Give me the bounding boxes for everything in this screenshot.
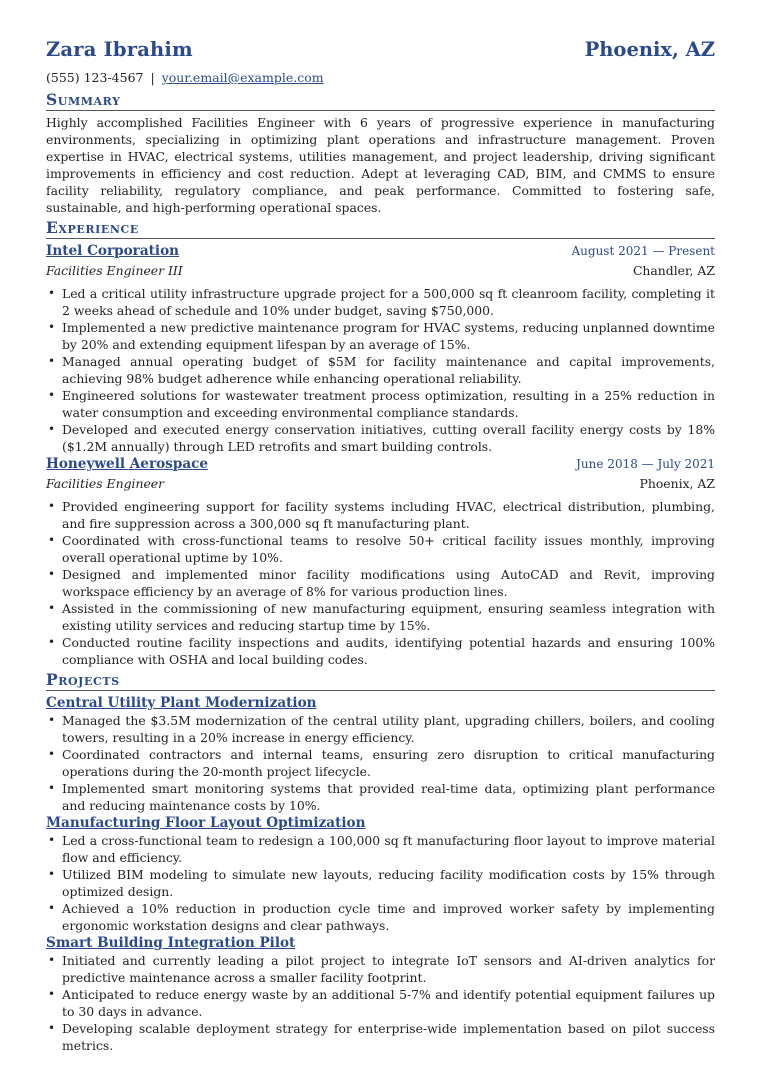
company-name[interactable]: Honeywell Aerospace bbox=[46, 456, 209, 472]
bullet-icon: • bbox=[48, 953, 56, 967]
bullet-icon: • bbox=[48, 747, 56, 761]
candidate-name: Zara Ibrahim bbox=[46, 38, 193, 61]
project-entry bbox=[46, 814, 715, 934]
bullet-item: • Managed the $3.5M modernization of the central utility plant, upgrading chillers, boilers, and cooling towers, resulting in a 20% increase in energy efficiency. bbox=[48, 713, 715, 745]
contact-separator: | bbox=[150, 70, 155, 85]
experience-heading: Experience bbox=[46, 218, 715, 239]
bullet-item: • Initiated and currently leading a pilot project to integrate IoT sensors and AI-driven analytics for predictive maintenance across a smaller facility footprint. bbox=[48, 953, 715, 985]
project-bullets bbox=[46, 952, 715, 1054]
resume-page bbox=[46, 38, 715, 1054]
bullet-item: • Utilized BIM modeling to simulate new layouts, reducing facility modification costs by 15% through optimized design. bbox=[48, 867, 715, 899]
bullet-icon: • bbox=[48, 533, 56, 547]
candidate-location: Phoenix, AZ bbox=[584, 38, 715, 61]
bullet-icon: • bbox=[48, 987, 56, 1001]
project-title[interactable]: Manufacturing Floor Layout Optimization bbox=[46, 815, 366, 831]
bullet-icon: • bbox=[48, 713, 56, 727]
job-location: Chandler, AZ bbox=[632, 263, 715, 278]
job-bullets bbox=[46, 498, 715, 668]
bullet-icon: • bbox=[48, 286, 56, 300]
bullet-item: • Coordinated with cross-functional teams to resolve 50+ critical facility issues monthly, improving overall operational uptime by 10%. bbox=[48, 533, 715, 565]
project-bullets bbox=[46, 832, 715, 934]
bullet-item: • Developed and executed energy conservation initiatives, cutting overall facility energy costs by 18% ($1.2M annually) through LED retrofits and smart building controls. bbox=[48, 422, 715, 454]
job-dates: August 2021 — Present bbox=[571, 244, 715, 258]
bullet-item: • Anticipated to reduce energy waste by an additional 5-7% and identify potential equipment failures up to 30 days in advance. bbox=[48, 987, 715, 1019]
project-bullets bbox=[46, 712, 715, 814]
project-entry bbox=[46, 934, 715, 1054]
summary-text: Highly accomplished Facilities Engineer with 6 years of progressive experience in manufacturing environments, specializing in optimizing plant operations and infrastructure management. Proven expertise in HVAC, electrical systems, utilities management, and project leadership, driving significant improvements in efficiency and cost reduction. Adept at leveraging CAD, BIM, and CMMS to ensure facility reliability, regulatory compliance, and peak performance. Committed to fostering safe, sustainable, and high-performing operational spaces. bbox=[46, 115, 715, 215]
job-role: Facilities Engineer bbox=[46, 476, 165, 491]
bullet-item: • Engineered solutions for wastewater treatment process optimization, resulting in a 25% reduction in water consumption and exceeding environmental compliance standards. bbox=[48, 388, 715, 420]
projects-heading: Projects bbox=[46, 670, 715, 691]
bullet-icon: • bbox=[48, 422, 56, 436]
bullet-icon: • bbox=[48, 635, 56, 649]
project-title[interactable]: Central Utility Plant Modernization bbox=[46, 695, 317, 711]
bullet-item: • Implemented a new predictive maintenance program for HVAC systems, reducing unplanned downtime by 20% and extending equipment lifespan by an average of 15%. bbox=[48, 320, 715, 352]
bullet-icon: • bbox=[48, 1021, 56, 1035]
bullet-item: • Achieved a 10% reduction in production cycle time and improved worker safety by implementing ergonomic workstation designs and clear pathways. bbox=[48, 901, 715, 933]
header bbox=[46, 38, 715, 68]
project-entry bbox=[46, 694, 715, 814]
bullet-icon: • bbox=[48, 867, 56, 881]
bullet-item: • Provided engineering support for facility systems including HVAC, electrical distribution, plumbing, and fire suppression across a 300,000 sq ft manufacturing plant. bbox=[48, 499, 715, 531]
bullet-icon: • bbox=[48, 601, 56, 615]
bullet-icon: • bbox=[48, 567, 56, 581]
bullet-item: • Managed annual operating budget of $5M for facility maintenance and capital improvements, achieving 98% budget adherence while enhancing operational reliability. bbox=[48, 354, 715, 386]
bullet-item: • Led a cross-functional team to redesign a 100,000 sq ft manufacturing floor layout to improve material flow and efficiency. bbox=[48, 833, 715, 865]
bullet-icon: • bbox=[48, 901, 56, 915]
job-dates: June 2018 — July 2021 bbox=[576, 457, 715, 471]
contact-line bbox=[46, 68, 715, 88]
job-entry bbox=[46, 242, 715, 455]
bullet-item: • Implemented smart monitoring systems that provided real-time data, optimizing plant performance and reducing maintenance costs by 10%. bbox=[48, 781, 715, 813]
phone-number: (555) 123-4567 bbox=[46, 70, 144, 85]
bullet-item: • Assisted in the commissioning of new manufacturing equipment, ensuring seamless integration with existing utility services and reducing startup time by 15%. bbox=[48, 601, 715, 633]
project-title[interactable]: Smart Building Integration Pilot bbox=[46, 935, 296, 951]
job-entry bbox=[46, 455, 715, 668]
bullet-item: • Designed and implemented minor facility modifications using AutoCAD and Revit, improving workspace efficiency by an average of 8% for various production lines. bbox=[48, 567, 715, 599]
bullet-item: • Conducted routine facility inspections and audits, identifying potential hazards and ensuring 100% compliance with OSHA and local building codes. bbox=[48, 635, 715, 667]
job-location: Phoenix, AZ bbox=[639, 476, 715, 491]
bullet-icon: • bbox=[48, 388, 56, 402]
job-bullets bbox=[46, 285, 715, 455]
email-link[interactable]: your.email@example.com bbox=[161, 70, 324, 85]
bullet-item: • Led a critical utility infrastructure upgrade project for a 500,000 sq ft cleanroom facility, completing it 2 weeks ahead of schedule and 10% under budget, saving $750,000. bbox=[48, 286, 715, 318]
bullet-icon: • bbox=[48, 320, 56, 334]
bullet-icon: • bbox=[48, 499, 56, 513]
bullet-icon: • bbox=[48, 781, 56, 795]
job-role: Facilities Engineer III bbox=[46, 263, 183, 278]
company-name[interactable]: Intel Corporation bbox=[46, 243, 180, 259]
bullet-icon: • bbox=[48, 833, 56, 847]
bullet-item: • Coordinated contractors and internal teams, ensuring zero disruption to critical manufacturing operations during the 20-month project lifecycle. bbox=[48, 747, 715, 779]
bullet-item: • Developing scalable deployment strategy for enterprise-wide implementation based on pilot success metrics. bbox=[48, 1021, 715, 1053]
bullet-icon: • bbox=[48, 354, 56, 368]
summary-heading: Summary bbox=[46, 90, 715, 111]
